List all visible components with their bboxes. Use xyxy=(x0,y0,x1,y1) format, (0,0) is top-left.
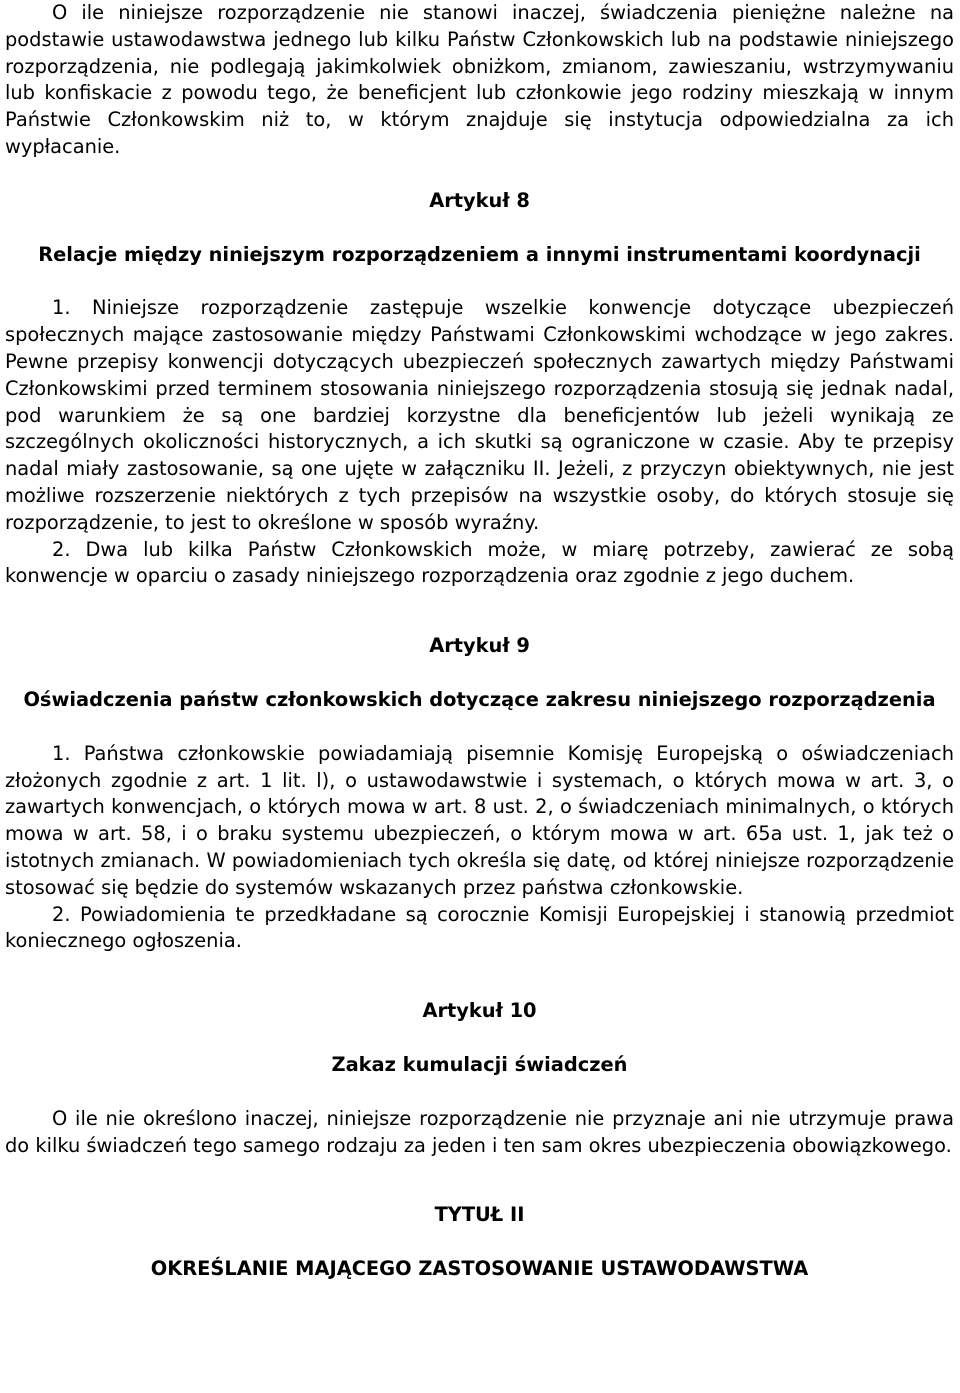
title-ii-subtitle: OKREŚLANIE MAJĄCEGO ZASTOSOWANIE USTAWODAWSTWA xyxy=(150,1257,809,1281)
article-9-subtitle: Oświadczenia państw członkowskich dotyczące zakresu niniejszego rozporządzenia xyxy=(23,687,936,711)
article-10-subtitle: Zakaz kumulacji świadczeń xyxy=(331,1052,628,1076)
article-8-subtitle: Relacje między niniejszym rozporządzeniem a innymi instrumentami koordynacji xyxy=(38,242,921,266)
article-9-title: Artykuł 9 xyxy=(429,634,530,658)
title-ii-heading: TYTUŁ II xyxy=(434,1203,525,1227)
article-10-paragraph-1: O ile nie określono inaczej, niniejsze rozporządzenie nie przyznaje ani nie utrzymuje prawa do kilku świadczeń tego samego rodzaju za jeden i ten sam okres ubezpieczenia obowiązkowego. xyxy=(5,1106,954,1157)
article-9-paragraph-2: 2. Powiadomienia te przedkładane są corocznie Komisji Europejskiej i stanowią przedmiot koniecznego ogłoszenia. xyxy=(5,902,954,953)
article-10-title: Artykuł 10 xyxy=(422,999,537,1023)
article-8-paragraph-1: 1. Niniejsze rozporządzenie zastępuje wszelkie konwencje dotyczące ubezpieczeń społecznych mające zastosowanie między Państwami Członkowskimi wchodzące w jego zakres. Pewne przepisy konwencji dotyczących ubezpieczeń społecznych zawartych między Państwami Członkowskimi przed terminem stosowania niniejszego rozporządzenia stosują się jednak nadal, pod warunkiem że są one bardziej korzystne dla beneficjentów lub jeżeli wynikają ze szczególnych okoliczności historycznych, a ich skutki są ograniczone w czasie. Aby te przepisy nadal miały zastosowanie, są one ujęte w załączniku II. Jeżeli, z przyczyn obiektywnych, nie jest możliwe rozszerzenie niektórych z tych przepisów na wszystkie osoby, do których stosuje się rozporządzenie, to jest to określone w sposób wyraźny. xyxy=(5,296,954,534)
article-9-paragraph-1: 1. Państwa członkowskie powiadamiają pisemnie Komisję Europejską o oświadczeniach złożonych zgodnie z art. 1 lit. l), o ustawodawstwie i systemach, o których mowa w art. 3, o zawartych konwencjach, o których mowa w art. 8 ust. 2, o świadczeniach minimalnych, o których mowa w art. 58, i o braku systemu ubezpieczeń, o którym mowa w art. 65a ust. 1, jak też o istotnych zmianach. W powiadomieniach tych określa się datę, od której niniejsze rozporządzenie stosować się będzie do systemów wskazanych przez państwa członkowskie. xyxy=(5,741,954,899)
intro-paragraph: O ile niniejsze rozporządzenie nie stanowi inaczej, świadczenia pieniężne należne na podstawie ustawodawstwa jednego lub kilku Państw Członkowskich lub na podstawie niniejszego rozporządzenia, nie podlegają jakimkolwiek obniżkom, zmianom, zawieszaniu, wstrzymywaniu lub konfiskacie z powodu tego, że beneficjent lub członkowie jego rodziny mieszkają w innym Państwie Członkowskim niż to, w którym znajduje się instytucja odpowiedzialna za ich wypłacanie. xyxy=(5,1,954,158)
article-8-title: Artykuł 8 xyxy=(429,188,530,212)
article-8-paragraph-2: 2. Dwa lub kilka Państw Członkowskich może, w miarę potrzeby, zawierać ze sobą konwencje w oparciu o zasady niniejszego rozporządzenia oraz zgodnie z jego duchem. xyxy=(5,537,954,588)
